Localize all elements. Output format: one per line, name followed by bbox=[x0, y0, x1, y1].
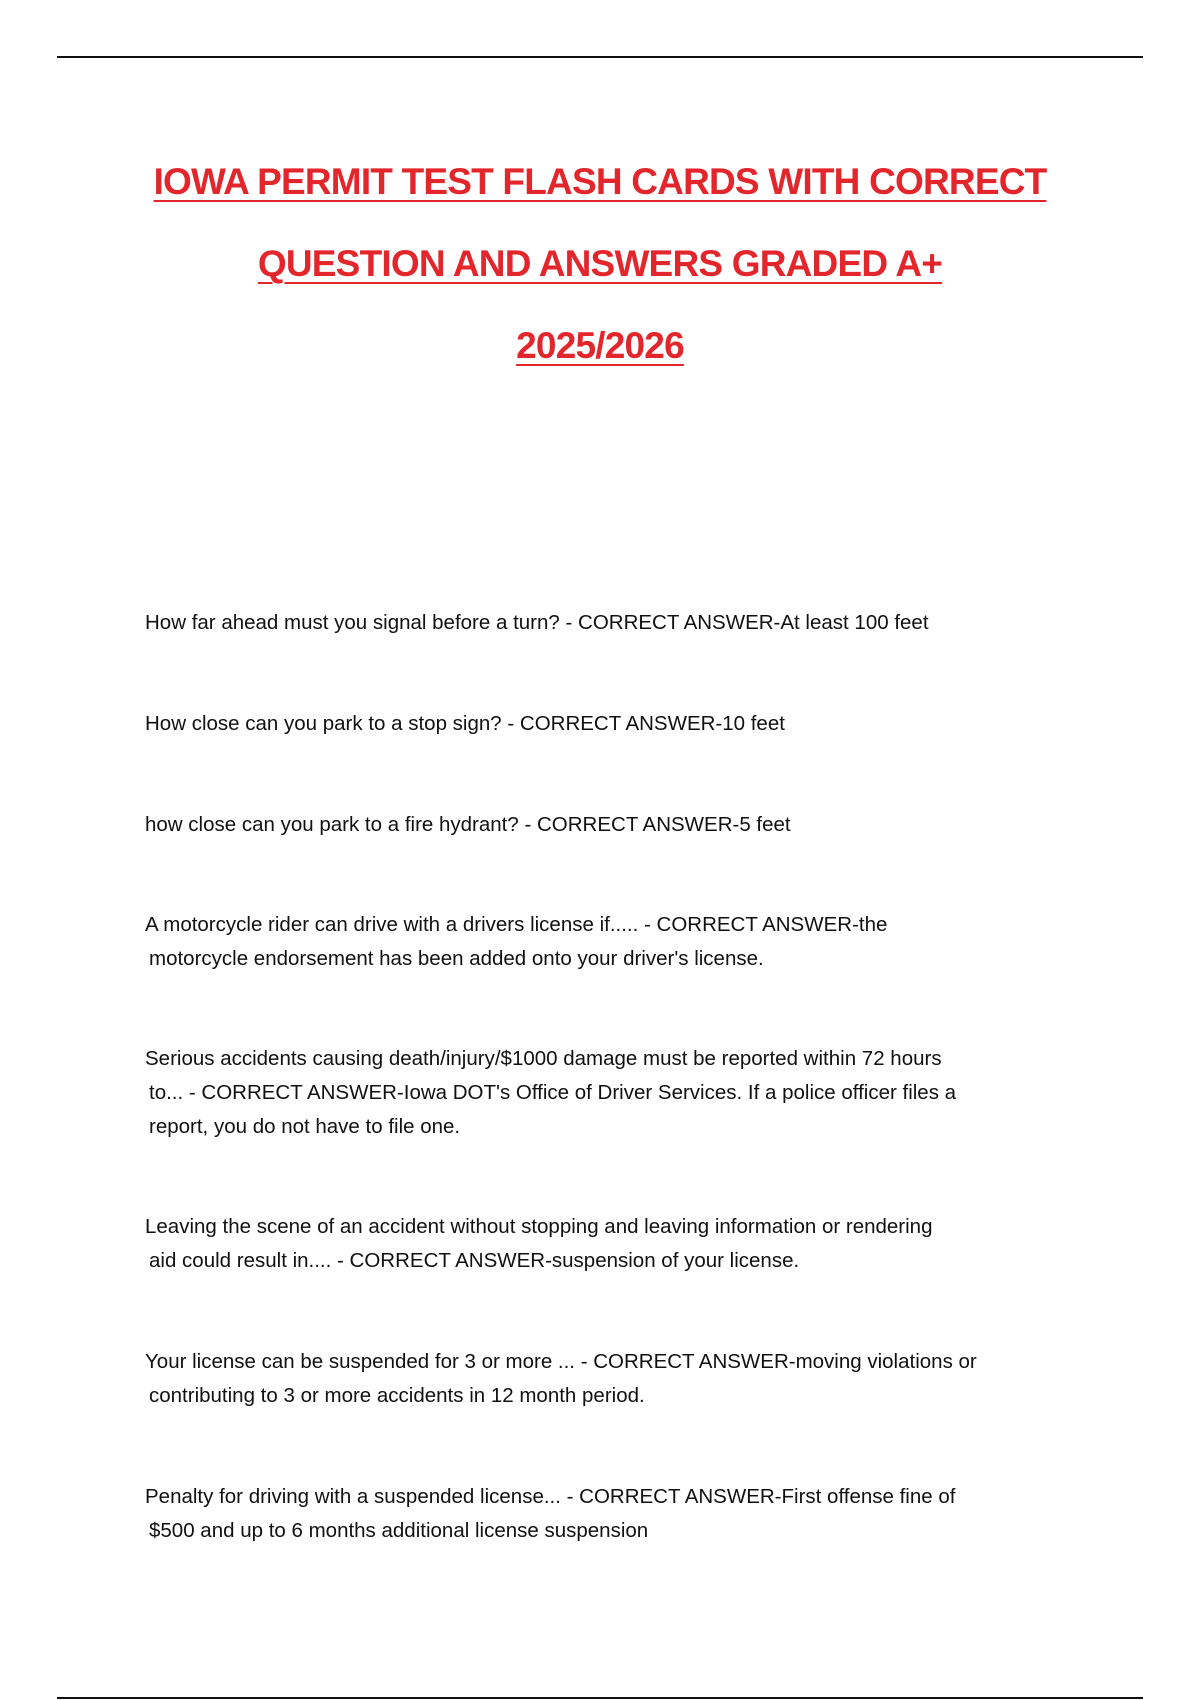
title-line-3: 2025/2026 bbox=[516, 325, 684, 366]
qa-line: How close can you park to a stop sign? - CORRECT ANSWER-10 feet bbox=[145, 712, 785, 735]
qa-line: $500 and up to 6 months additional license suspension bbox=[149, 1519, 649, 1542]
qa-line: Serious accidents causing death/injury/$1000 damage must be reported within 72 hours bbox=[145, 1047, 942, 1070]
qa-item bbox=[145, 1480, 1075, 1548]
title-line-2: QUESTION AND ANSWERS GRADED A+ bbox=[257, 243, 943, 284]
qa-item bbox=[145, 808, 1075, 842]
qa-line: aid could result in.... - CORRECT ANSWER-suspension of your license. bbox=[149, 1249, 800, 1272]
qa-line: How far ahead must you signal before a turn? - CORRECT ANSWER-At least 100 feet bbox=[145, 611, 929, 634]
qa-line: motorcycle endorsement has been added onto your driver's license. bbox=[149, 947, 764, 970]
qa-item bbox=[145, 606, 1075, 640]
qa-line: Leaving the scene of an accident without stopping and leaving information or rendering bbox=[145, 1215, 933, 1238]
qa-line: report, you do not have to file one. bbox=[149, 1115, 461, 1138]
qa-item bbox=[145, 1042, 1075, 1144]
qa-line: to... - CORRECT ANSWER-Iowa DOT's Office of Driver Services. If a police officer files a bbox=[149, 1081, 957, 1104]
document-title bbox=[60, 140, 1140, 386]
qa-item bbox=[145, 707, 1075, 741]
qa-item bbox=[145, 908, 1075, 976]
qa-line: Penalty for driving with a suspended license... - CORRECT ANSWER-First offense fine of bbox=[145, 1485, 956, 1508]
qa-line: how close can you park to a fire hydrant? - CORRECT ANSWER-5 feet bbox=[145, 813, 791, 836]
bottom-rule bbox=[57, 1697, 1143, 1699]
qa-item bbox=[145, 1345, 1075, 1413]
title-line-1: IOWA PERMIT TEST FLASH CARDS WITH CORRECT bbox=[153, 161, 1047, 202]
top-rule bbox=[57, 56, 1143, 58]
qa-line: A motorcycle rider can drive with a drivers license if..... - CORRECT ANSWER-the bbox=[145, 913, 888, 936]
qa-line: contributing to 3 or more accidents in 12 month period. bbox=[149, 1384, 645, 1407]
qa-line: Your license can be suspended for 3 or more ... - CORRECT ANSWER-moving violations or bbox=[145, 1350, 977, 1373]
qa-item bbox=[145, 1210, 1075, 1278]
